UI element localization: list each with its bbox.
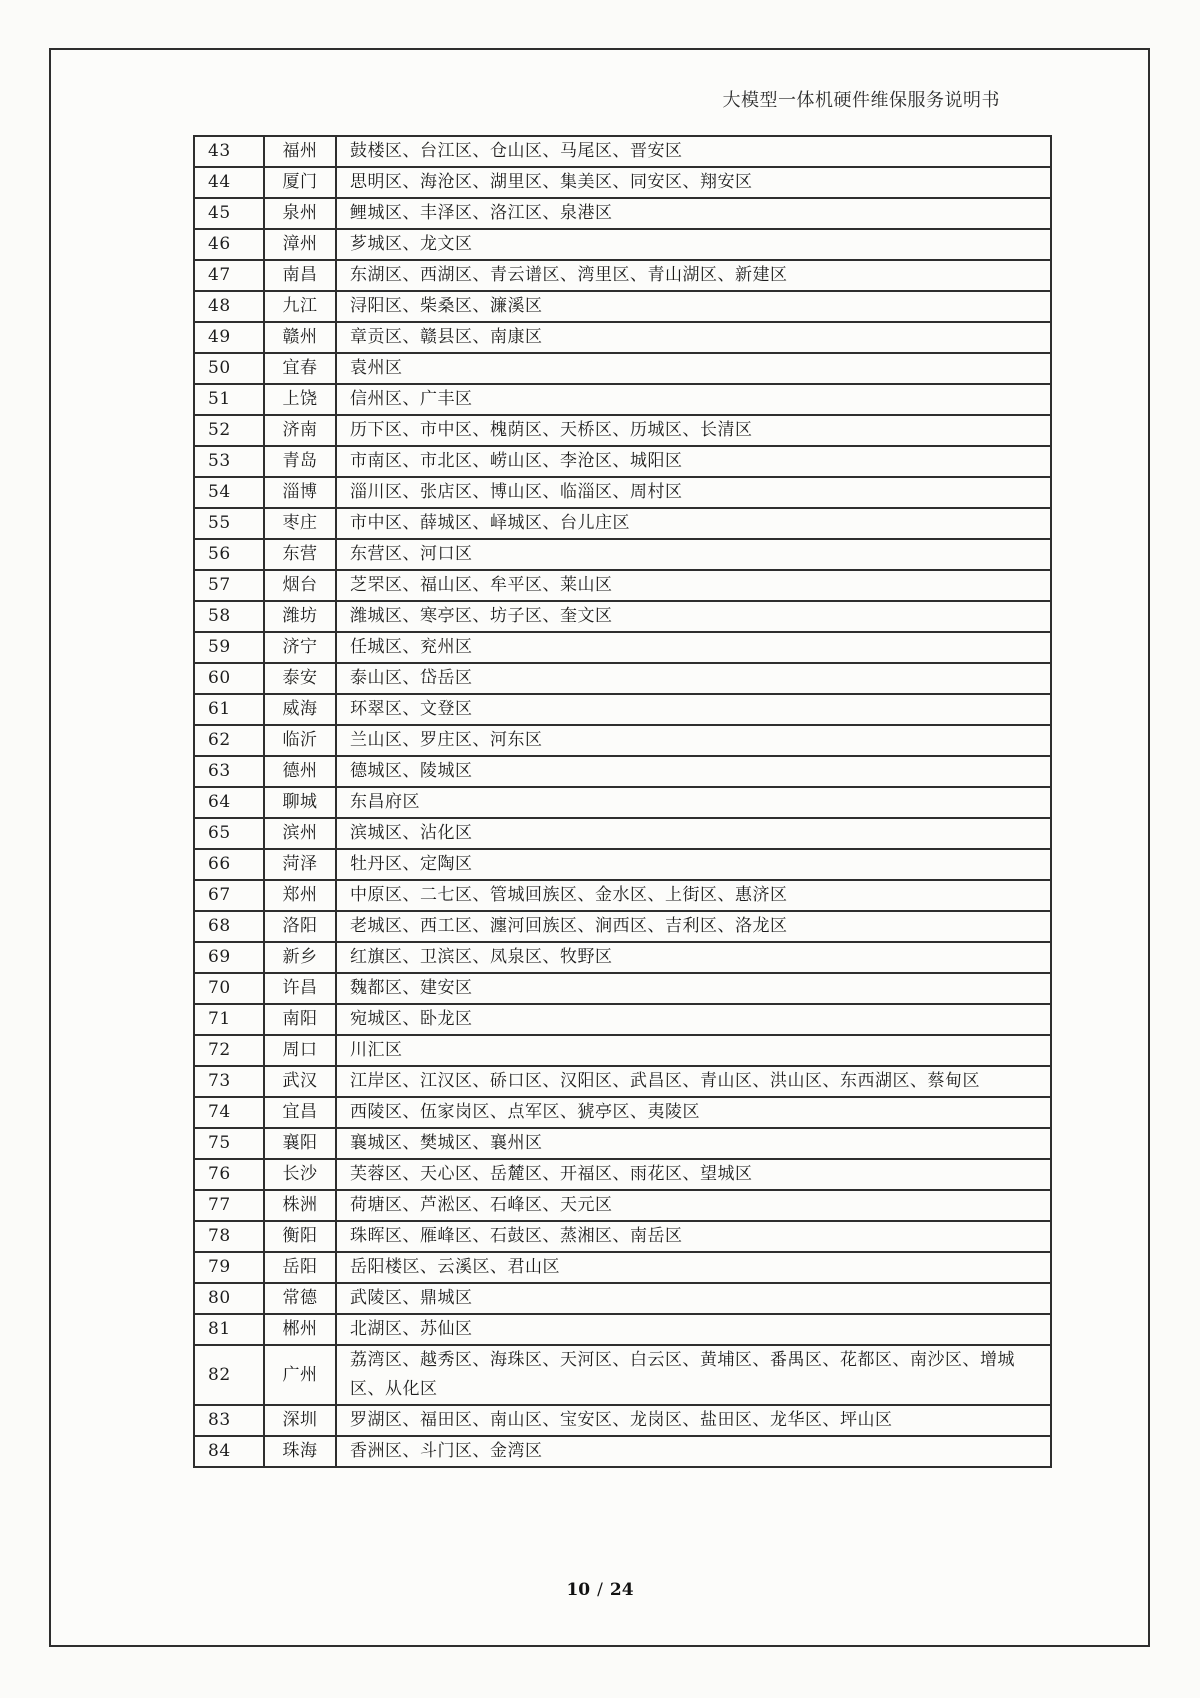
city-name-cell: 周口 <box>264 1035 336 1066</box>
city-name-cell: 滨州 <box>264 818 336 849</box>
city-name-cell: 南阳 <box>264 1004 336 1035</box>
city-districts-table <box>193 135 1052 1468</box>
city-name-cell: 济南 <box>264 415 336 446</box>
row-number-cell: 61 <box>194 694 264 725</box>
table-row <box>194 477 1051 508</box>
city-name-cell: 威海 <box>264 694 336 725</box>
table-row <box>194 539 1051 570</box>
table-row <box>194 260 1051 291</box>
districts-cell: 香洲区、斗门区、金湾区 <box>336 1436 1051 1467</box>
row-number-cell: 76 <box>194 1159 264 1190</box>
city-name-cell: 福州 <box>264 136 336 167</box>
table-row <box>194 663 1051 694</box>
row-number-cell: 58 <box>194 601 264 632</box>
districts-cell: 魏都区、建安区 <box>336 973 1051 1004</box>
table-row <box>194 1035 1051 1066</box>
city-name-cell: 菏泽 <box>264 849 336 880</box>
city-name-cell: 枣庄 <box>264 508 336 539</box>
table-row <box>194 167 1051 198</box>
city-name-cell: 株洲 <box>264 1190 336 1221</box>
districts-cell: 荷塘区、芦淞区、石峰区、天元区 <box>336 1190 1051 1221</box>
districts-cell: 鲤城区、丰泽区、洛江区、泉港区 <box>336 198 1051 229</box>
city-name-cell: 武汉 <box>264 1066 336 1097</box>
districts-cell: 鼓楼区、台江区、仓山区、马尾区、晋安区 <box>336 136 1051 167</box>
city-name-cell: 郴州 <box>264 1314 336 1345</box>
table-row <box>194 384 1051 415</box>
city-name-cell: 岳阳 <box>264 1252 336 1283</box>
row-number-cell: 43 <box>194 136 264 167</box>
city-name-cell: 珠海 <box>264 1436 336 1467</box>
row-number-cell: 64 <box>194 787 264 818</box>
table-row <box>194 942 1051 973</box>
row-number-cell: 67 <box>194 880 264 911</box>
table-row <box>194 880 1051 911</box>
city-name-cell: 郑州 <box>264 880 336 911</box>
table-row <box>194 1190 1051 1221</box>
city-name-cell: 漳州 <box>264 229 336 260</box>
city-name-cell: 常德 <box>264 1283 336 1314</box>
row-number-cell: 57 <box>194 570 264 601</box>
table-row <box>194 229 1051 260</box>
row-number-cell: 55 <box>194 508 264 539</box>
row-number-cell: 54 <box>194 477 264 508</box>
city-table-body <box>194 136 1051 1467</box>
table-row <box>194 911 1051 942</box>
page-number-separator: / <box>597 1580 603 1600</box>
table-row <box>194 415 1051 446</box>
districts-cell: 牡丹区、定陶区 <box>336 849 1051 880</box>
row-number-cell: 65 <box>194 818 264 849</box>
row-number-cell: 73 <box>194 1066 264 1097</box>
districts-cell: 北湖区、苏仙区 <box>336 1314 1051 1345</box>
row-number-cell: 48 <box>194 291 264 322</box>
row-number-cell: 47 <box>194 260 264 291</box>
districts-cell: 西陵区、伍家岗区、点军区、猇亭区、夷陵区 <box>336 1097 1051 1128</box>
table-row <box>194 787 1051 818</box>
city-name-cell: 衡阳 <box>264 1221 336 1252</box>
table-row <box>194 849 1051 880</box>
row-number-cell: 63 <box>194 756 264 787</box>
districts-cell: 潍城区、寒亭区、坊子区、奎文区 <box>336 601 1051 632</box>
city-name-cell: 宜昌 <box>264 1097 336 1128</box>
city-name-cell: 深圳 <box>264 1405 336 1436</box>
table-row <box>194 1004 1051 1035</box>
row-number-cell: 82 <box>194 1345 264 1405</box>
table-row <box>194 570 1051 601</box>
table-row <box>194 508 1051 539</box>
row-number-cell: 77 <box>194 1190 264 1221</box>
city-name-cell: 东营 <box>264 539 336 570</box>
districts-cell: 滨城区、沾化区 <box>336 818 1051 849</box>
city-name-cell: 许昌 <box>264 973 336 1004</box>
row-number-cell: 53 <box>194 446 264 477</box>
districts-cell: 信州区、广丰区 <box>336 384 1051 415</box>
districts-cell: 思明区、海沧区、湖里区、集美区、同安区、翔安区 <box>336 167 1051 198</box>
row-number-cell: 72 <box>194 1035 264 1066</box>
city-name-cell: 厦门 <box>264 167 336 198</box>
table-row <box>194 1405 1051 1436</box>
row-number-cell: 66 <box>194 849 264 880</box>
city-name-cell: 泉州 <box>264 198 336 229</box>
city-name-cell: 广州 <box>264 1345 336 1405</box>
districts-cell: 市中区、薛城区、峄城区、台儿庄区 <box>336 508 1051 539</box>
row-number-cell: 68 <box>194 911 264 942</box>
table-row <box>194 291 1051 322</box>
table-row <box>194 1159 1051 1190</box>
districts-cell: 川汇区 <box>336 1035 1051 1066</box>
table-row <box>194 1066 1051 1097</box>
row-number-cell: 75 <box>194 1128 264 1159</box>
districts-cell: 芝罘区、福山区、牟平区、莱山区 <box>336 570 1051 601</box>
row-number-cell: 83 <box>194 1405 264 1436</box>
table-row <box>194 198 1051 229</box>
districts-cell: 泰山区、岱岳区 <box>336 663 1051 694</box>
table-row <box>194 1128 1051 1159</box>
city-name-cell: 聊城 <box>264 787 336 818</box>
table-row <box>194 1314 1051 1345</box>
table-row <box>194 1283 1051 1314</box>
city-name-cell: 烟台 <box>264 570 336 601</box>
districts-cell: 江岸区、江汉区、硚口区、汉阳区、武昌区、青山区、洪山区、东西湖区、蔡甸区 <box>336 1066 1051 1097</box>
city-name-cell: 青岛 <box>264 446 336 477</box>
table-row <box>194 322 1051 353</box>
table-row <box>194 1097 1051 1128</box>
table-row <box>194 973 1051 1004</box>
table-row <box>194 446 1051 477</box>
city-name-cell: 泰安 <box>264 663 336 694</box>
row-number-cell: 74 <box>194 1097 264 1128</box>
row-number-cell: 84 <box>194 1436 264 1467</box>
row-number-cell: 50 <box>194 353 264 384</box>
row-number-cell: 81 <box>194 1314 264 1345</box>
city-name-cell: 淄博 <box>264 477 336 508</box>
city-name-cell: 赣州 <box>264 322 336 353</box>
city-name-cell: 南昌 <box>264 260 336 291</box>
districts-cell: 淄川区、张店区、博山区、临淄区、周村区 <box>336 477 1051 508</box>
row-number-cell: 56 <box>194 539 264 570</box>
table-row <box>194 1252 1051 1283</box>
city-name-cell: 临沂 <box>264 725 336 756</box>
city-name-cell: 上饶 <box>264 384 336 415</box>
row-number-cell: 45 <box>194 198 264 229</box>
city-name-cell: 德州 <box>264 756 336 787</box>
city-name-cell: 九江 <box>264 291 336 322</box>
row-number-cell: 49 <box>194 322 264 353</box>
row-number-cell: 78 <box>194 1221 264 1252</box>
city-name-cell: 宜春 <box>264 353 336 384</box>
table-row <box>194 136 1051 167</box>
table-row <box>194 353 1051 384</box>
page-number-current: 10 <box>566 1580 591 1600</box>
row-number-cell: 79 <box>194 1252 264 1283</box>
districts-cell: 德城区、陵城区 <box>336 756 1051 787</box>
city-name-cell: 长沙 <box>264 1159 336 1190</box>
districts-cell: 东昌府区 <box>336 787 1051 818</box>
row-number-cell: 46 <box>194 229 264 260</box>
districts-cell: 荔湾区、越秀区、海珠区、天河区、白云区、黄埔区、番禺区、花都区、南沙区、增城区、从化区 <box>336 1345 1051 1405</box>
row-number-cell: 69 <box>194 942 264 973</box>
row-number-cell: 70 <box>194 973 264 1004</box>
districts-cell: 章贡区、赣县区、南康区 <box>336 322 1051 353</box>
row-number-cell: 52 <box>194 415 264 446</box>
row-number-cell: 80 <box>194 1283 264 1314</box>
districts-cell: 浔阳区、柴桑区、濂溪区 <box>336 291 1051 322</box>
city-name-cell: 济宁 <box>264 632 336 663</box>
districts-cell: 宛城区、卧龙区 <box>336 1004 1051 1035</box>
districts-cell: 东营区、河口区 <box>336 539 1051 570</box>
districts-cell: 袁州区 <box>336 353 1051 384</box>
row-number-cell: 71 <box>194 1004 264 1035</box>
districts-cell: 珠晖区、雁峰区、石鼓区、蒸湘区、南岳区 <box>336 1221 1051 1252</box>
districts-cell: 岳阳楼区、云溪区、君山区 <box>336 1252 1051 1283</box>
table-row <box>194 1436 1051 1467</box>
document-header-title: 大模型一体机硬件维保服务说明书 <box>722 90 1000 111</box>
table-row <box>194 725 1051 756</box>
districts-cell: 市南区、市北区、崂山区、李沧区、城阳区 <box>336 446 1051 477</box>
districts-cell: 老城区、西工区、瀍河回族区、涧西区、吉利区、洛龙区 <box>336 911 1051 942</box>
table-row <box>194 1221 1051 1252</box>
districts-cell: 东湖区、西湖区、青云谱区、湾里区、青山湖区、新建区 <box>336 260 1051 291</box>
table-row <box>194 601 1051 632</box>
row-number-cell: 51 <box>194 384 264 415</box>
districts-cell: 芗城区、龙文区 <box>336 229 1051 260</box>
districts-cell: 任城区、兖州区 <box>336 632 1051 663</box>
city-name-cell: 新乡 <box>264 942 336 973</box>
row-number-cell: 59 <box>194 632 264 663</box>
districts-cell: 中原区、二七区、管城回族区、金水区、上街区、惠济区 <box>336 880 1051 911</box>
districts-cell: 芙蓉区、天心区、岳麓区、开福区、雨花区、望城区 <box>336 1159 1051 1190</box>
table-row <box>194 1345 1051 1405</box>
row-number-cell: 44 <box>194 167 264 198</box>
districts-cell: 红旗区、卫滨区、凤泉区、牧野区 <box>336 942 1051 973</box>
page-number <box>0 1580 1200 1600</box>
city-name-cell: 潍坊 <box>264 601 336 632</box>
table-row <box>194 756 1051 787</box>
districts-cell: 兰山区、罗庄区、河东区 <box>336 725 1051 756</box>
row-number-cell: 60 <box>194 663 264 694</box>
city-name-cell: 洛阳 <box>264 911 336 942</box>
page-number-total: 24 <box>609 1580 634 1600</box>
districts-cell: 武陵区、鼎城区 <box>336 1283 1051 1314</box>
districts-cell: 环翠区、文登区 <box>336 694 1051 725</box>
districts-cell: 罗湖区、福田区、南山区、宝安区、龙岗区、盐田区、龙华区、坪山区 <box>336 1405 1051 1436</box>
districts-cell: 襄城区、樊城区、襄州区 <box>336 1128 1051 1159</box>
districts-cell: 历下区、市中区、槐荫区、天桥区、历城区、长清区 <box>336 415 1051 446</box>
table-row <box>194 818 1051 849</box>
row-number-cell: 62 <box>194 725 264 756</box>
table-row <box>194 632 1051 663</box>
table-row <box>194 694 1051 725</box>
city-name-cell: 襄阳 <box>264 1128 336 1159</box>
